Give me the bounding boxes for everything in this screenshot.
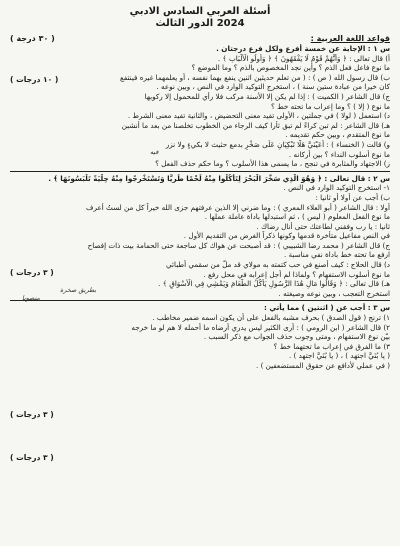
question-line: د) استعمل ( لولا ) في جملتين ، الأولى تفيد معنى التحضيض ، والثانية تفيد معنى الشرط . (127, 111, 390, 121)
question-line: د) قال الحلاج : كيف أصنع في حب كتمته به مولاي قد ملّ من سقمي أطبائي (166, 260, 390, 270)
question-heading: س ١ : الإجابة عن خمسة أفرع ولكل فرع درجتان . (216, 44, 390, 53)
question-line: في النص مفاعيل متأخرة قدمها وكونها ذكراً الغرض من التقديم الأول . (183, 231, 390, 241)
question-line: كان خيرا من عبادة ستين سنة ) ، استخرج التوكيد الوارد في النص ، وبين نوعه . (156, 82, 390, 92)
question-line: ج) قال الشاعر ( محمد رضا الشبيبي ) : قد أصبحت عن هواك كل ساجعة حتى الحمامة بيت ذات إفصاح (87, 240, 390, 250)
question-line: ما نوع أسلوب الاستفهام ؟ ولماذا لم أجل إعرابه في محل رفع . (203, 269, 390, 279)
marks-q3b: ( ٣ درجات ) (10, 453, 54, 462)
exam-session: 2024 الدور الثالث (155, 18, 245, 29)
divider (10, 171, 390, 172)
question-line: ( في عملي لأدافع عن حقوق المستضعفين ) . (256, 361, 390, 370)
question-heading: س ٣ : أجب عن ( اثنتين ) مما يأتي : (263, 303, 390, 313)
handwritten-note-1: بطريق صخرة (60, 286, 97, 294)
question-line: هـ) قال الشاعر : لم تبنِ كراءً لم تبق ثأرا كيف الرجاء من الخطوب تخلصنا من بعد ما أنشبن (121, 120, 390, 130)
section-header (10, 33, 390, 44)
question-line: استخرج التعجب ، وبين نوعه وصيغته . (278, 288, 390, 298)
question-line: ز) الاجتهاد والمثابرة في تنجح ، ما يسمى هذا الأسلوب ؟ وما حكم حذف الفعل ؟ (155, 159, 390, 169)
question-line: ثانيا : يا رب وفقني لطاعتك حتى أنال رضاك . (256, 221, 390, 231)
exam-title: أسئلة العربي السادس الادبي (129, 6, 271, 17)
marks-q2: ( ٣ درجات ) (10, 268, 54, 277)
question-line: ٢) قال الشاعر ( ابن الرومي ) : أرى الكثير ليس يدري أرضاه ما أحمله لا هم لو ما خرجه (131, 322, 390, 332)
question-line: ١) ترنج ( قول الصدق ) بحرف مشبه بالفعل على أن يكون اسمه ضمير مخاطب . (152, 313, 390, 323)
question-line: ما نوع ( إلا ) ؟ وما إعراب ما تحته خط ؟ (270, 101, 390, 111)
marks-q1a: ( ١٠ درجات ) (10, 75, 59, 84)
question-line: ج) قال الشاعر ( الكميت ) : إذا لم يكن إلا الأسنة مركب فلا رأي للمحمول إلا ركوبها (144, 91, 390, 101)
question-line: هـ) قال تعالى : ﴿ وَقَالُوا مَالِ هَٰذَا الرَّسُولِ يَأْكُلُ الطَّعَامَ وَيَمْشِي فِي الْأَسْوَاقِ ﴾ . (158, 279, 390, 289)
question-line: ما نوع الفعل المعلوم ( ليس ) ، ثم استبدلها باداة عاملة عملها . (204, 212, 390, 222)
section-title: قواعد اللغة العربية : (310, 33, 390, 43)
question-line: ما نوع أسلوب النداء ؟ بين أركانه . (288, 149, 390, 159)
question-line: ما نوع فاعل فعل الذم ؟ وأين نجد المخصوص بالذم ؟ وما الموضع ؟ (191, 63, 390, 73)
question-line: ب) قال رسول الله ( ص ) : ( من تعلم حديثين اثنين ينفع بهما نفسه ، أو يعلمهما غيره فينتفع (120, 72, 390, 82)
question-lines (10, 44, 390, 371)
handwritten-note-2: منصوبا (22, 294, 40, 302)
section-marks: ( ٣٠ درجة ) (10, 33, 55, 43)
question-line: أولا : قال الشاعر ( أبو العلاء المعري ) : وما ضرني إلا الذين عرفتهم جزى الله خيراً كل من لستُ أعرف (86, 202, 390, 212)
question-line: ارفع ما تحته خط باداة نفي مناسبة . (283, 250, 390, 260)
handwritten-note-3: فيه (150, 148, 159, 156)
question-line: أ) قال تعالى : ﴿ وَأَنَّهُمْ قَوْمٌ لَا يَفْقَهُونَ ﴾ ﴿ وَأُولُو الْأَلْبَابِ ﴾ . (217, 53, 390, 63)
question-line: ( يا بُنَيَّ اجتهد ) ، ( يا بُنَيَّ اجتهد ) . (288, 351, 390, 361)
question-line: و) قالت ( الخنساء ) : أَعَيْنَيَّ هَلَّا تَبْكِيَانِ عَلَى صَخْرٍ بدمع حثيث لا بكيءٍ ولا نزر (165, 139, 390, 149)
question-line: ب) أجب عن أولا أو ثانيا : (315, 192, 390, 202)
question-heading: س ٢ : قال تعالى : ﴿ وَهُوَ الَّذِي سَخَّرَ الْبَحْرَ لِتَأْكُلُوا مِنْهُ لَحْمًا طَرِيًّا وَتَسْتَخْرِجُوا مِنْهُ حِلْيَةً تَلْبَسُونَهَا ﴾ . (48, 173, 390, 183)
question-line: ما نوع المتقدم ، وبين حكم تقديمه . (285, 130, 390, 140)
question-line: ١- استخرج التوكيد الوارد في النص . (283, 183, 390, 193)
question-line: ٣) ما الفرق في إعراب ما تحتهما خط ؟ (273, 341, 390, 351)
divider (10, 300, 390, 301)
marks-q3: ( ٣ درجات ) (10, 410, 54, 419)
question-line: بيّن نوع الاستفهام ، ومتى وجوب حذف الجواب مع ذكر السبب . (203, 332, 390, 342)
